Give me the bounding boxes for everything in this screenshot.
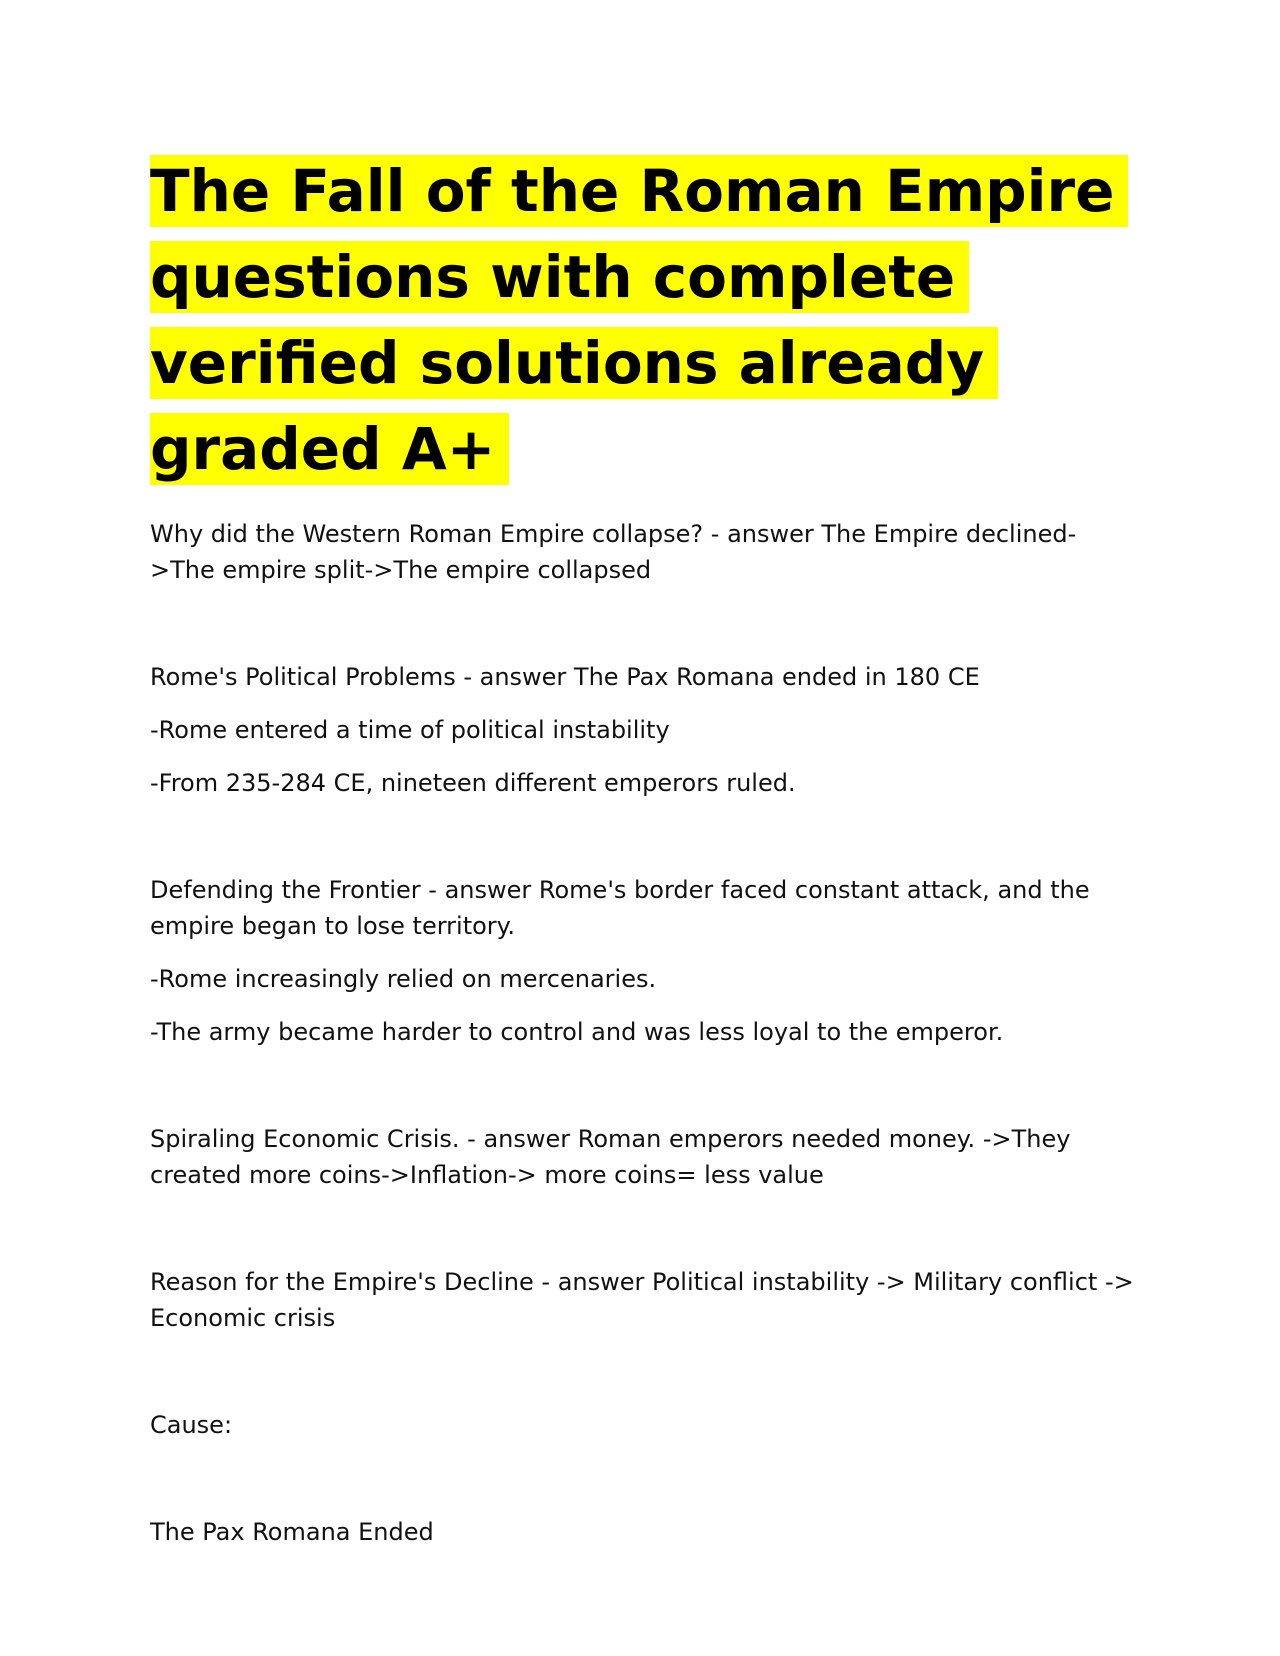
mercenaries-point: -Rome increasingly relied on mercenaries.	[150, 965, 657, 993]
document-title	[150, 148, 1140, 492]
title-highlight: The Fall of the Roman Empire questions with complete verified solutions already graded A+	[150, 155, 1128, 485]
document-page	[150, 148, 1140, 1550]
army-loyalty-point: -The army became harder to control and was less loyal to the emperor.	[150, 1018, 1004, 1046]
qa-western-empire-collapse: Why did the Western Roman Empire collapse? - answer The Empire declined->The empire split->The empire collapsed	[150, 520, 1077, 584]
cause-label: Cause:	[150, 1411, 233, 1439]
qa-economic-crisis: Spiraling Economic Crisis. - answer Roman emperors needed money. ->They created more coins->Inflation-> more coins= less value	[150, 1125, 1071, 1189]
pax-romana-ended: The Pax Romana Ended	[150, 1518, 434, 1546]
qa-political-problems: Rome's Political Problems - answer The Pax Romana ended in 180 CE	[150, 663, 980, 691]
nineteen-emperors-point: -From 235-284 CE, nineteen different emperors ruled.	[150, 769, 796, 797]
qa-defending-frontier: Defending the Frontier - answer Rome's border faced constant attack, and the empire began to lose territory.	[150, 876, 1090, 940]
political-instability-point: -Rome entered a time of political instability	[150, 716, 670, 744]
qa-reason-decline: Reason for the Empire's Decline - answer Political instability -> Military conflict -> Economic crisis	[150, 1268, 1134, 1332]
